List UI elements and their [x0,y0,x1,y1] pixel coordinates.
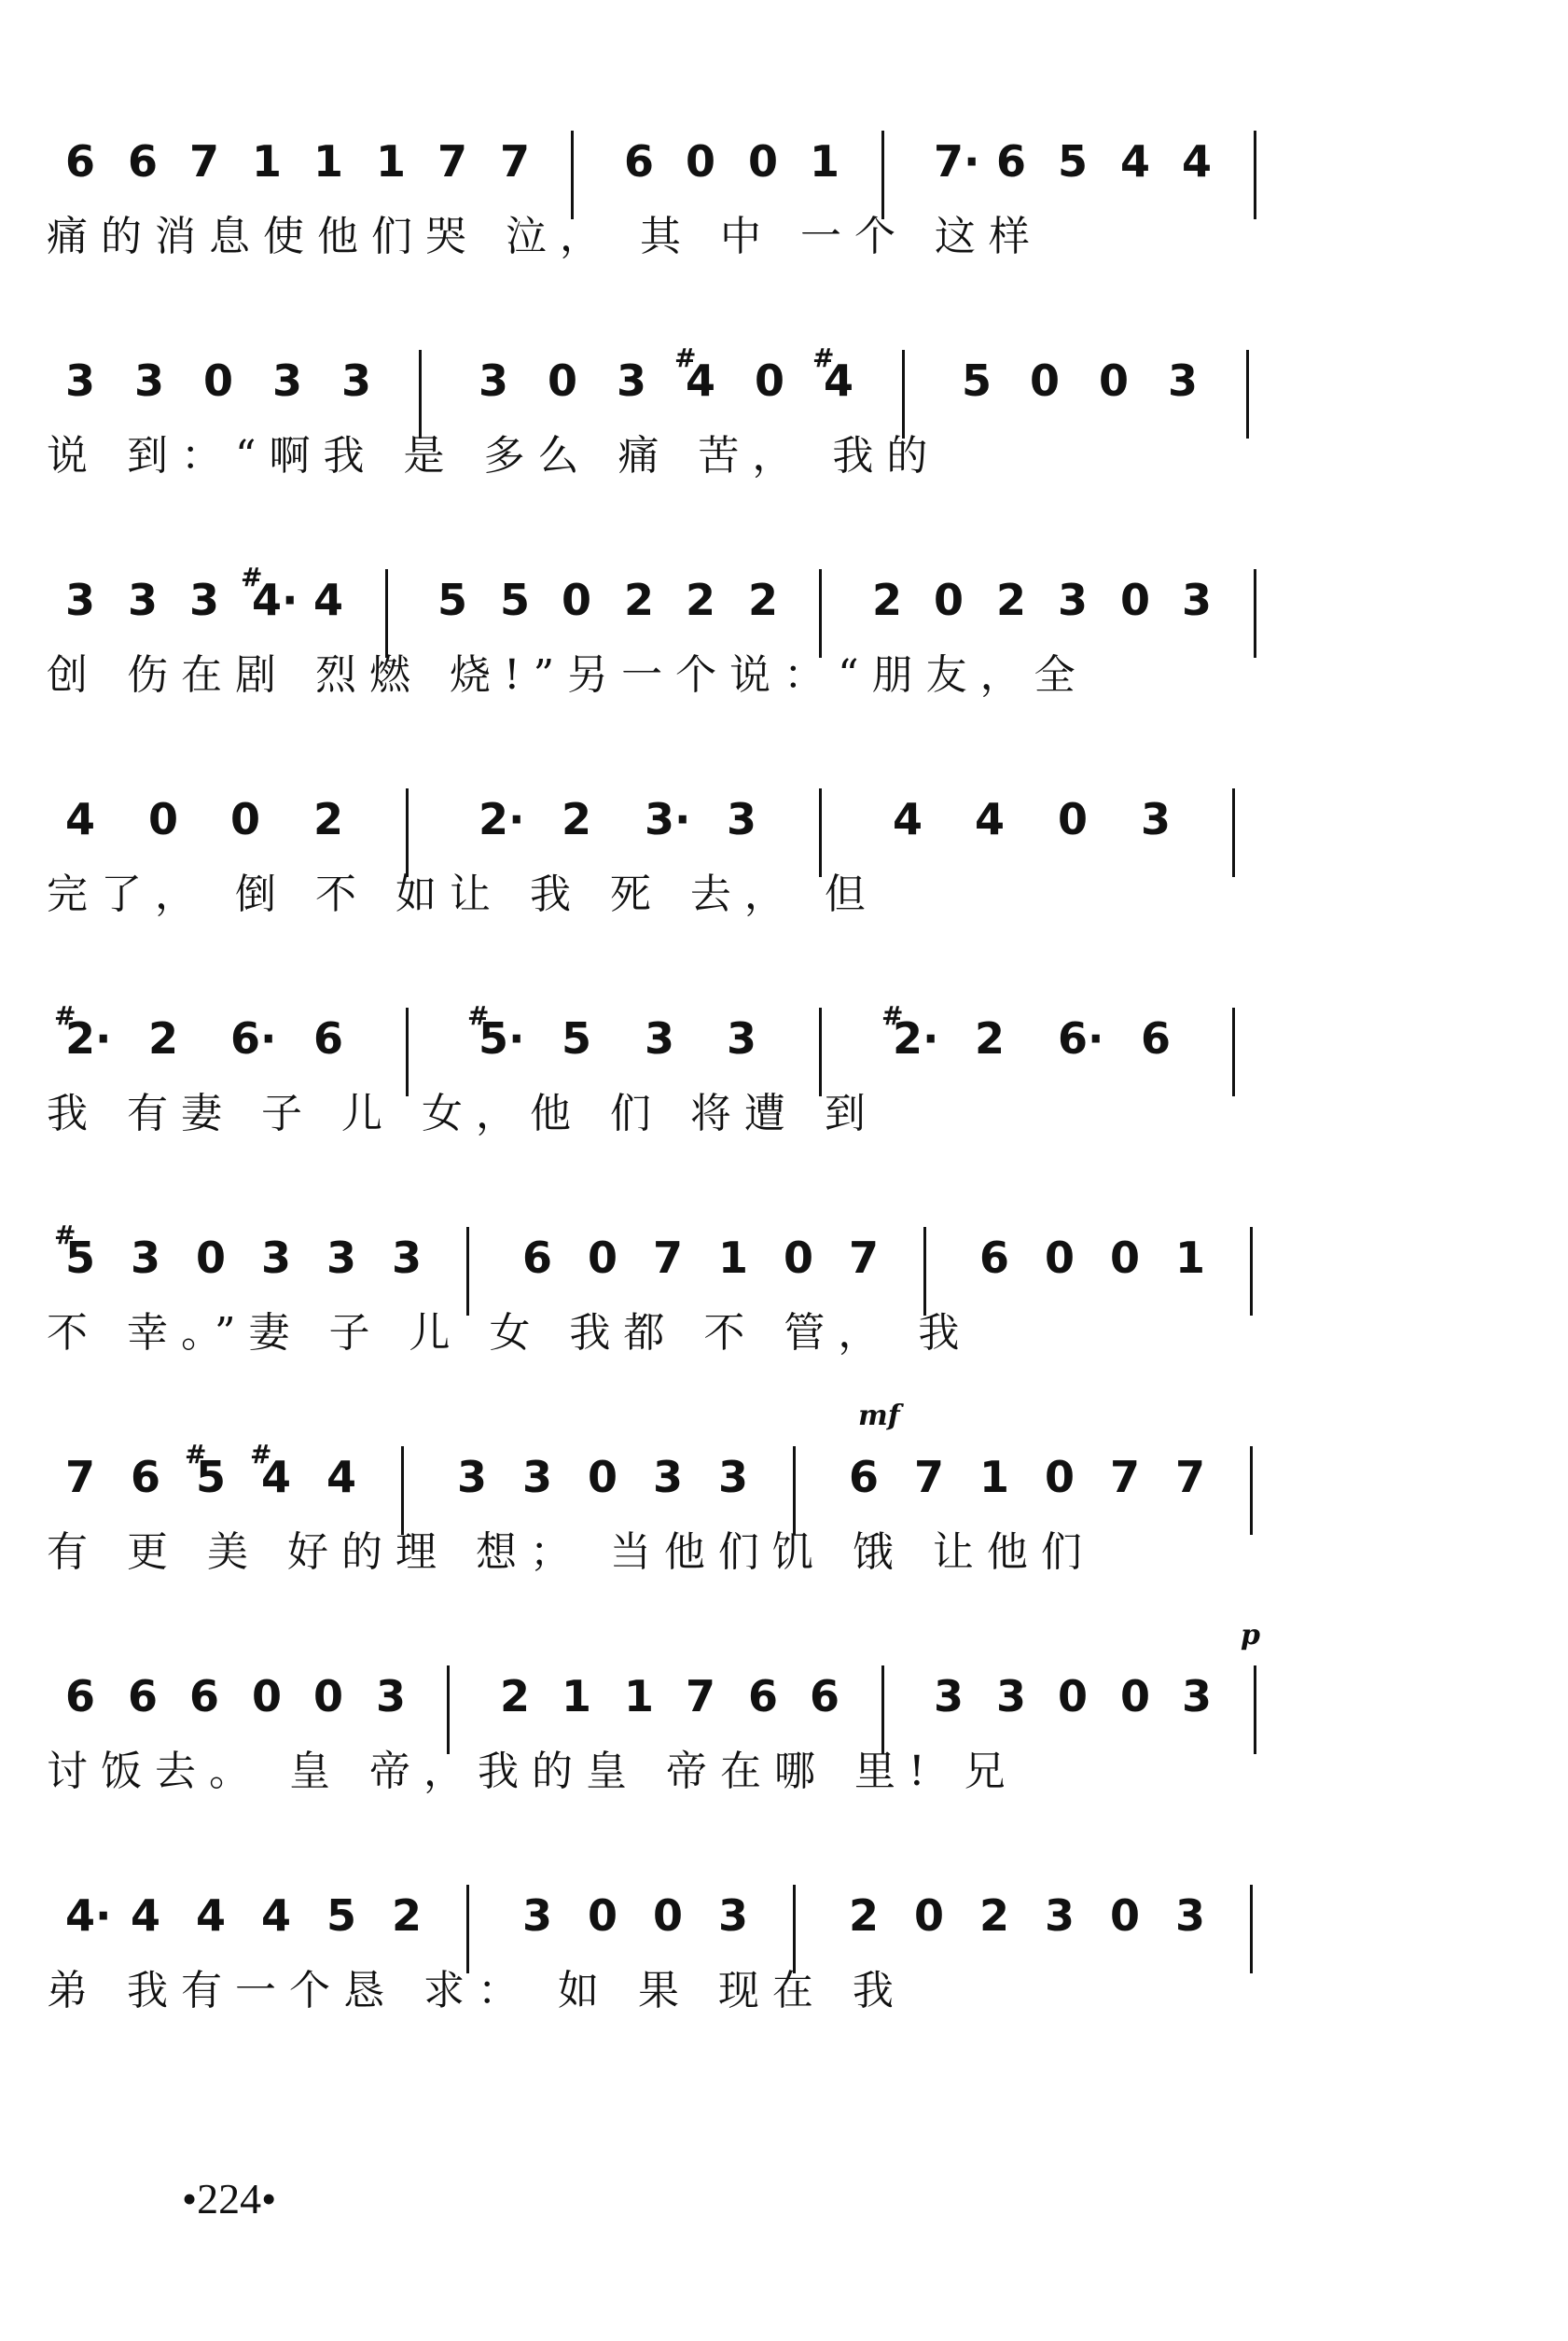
note: 0 [548,355,578,406]
note: 3 [134,355,165,406]
note: 6 [65,1671,96,1721]
note: 2 [872,575,903,625]
music-system [47,103,1362,299]
note: 0 [755,355,785,406]
barline [1232,788,1235,877]
note: 5 [962,355,992,406]
note: 0 [252,1671,283,1721]
note: 7 [653,1233,684,1283]
note: 2 [313,794,344,844]
note: 1 [979,1452,1010,1502]
barline [923,1227,926,1316]
note: 1 [562,1671,592,1721]
note: 6 [979,1233,1010,1283]
lyrics-line: 讨饭去。 皇 帝，我的皇 帝在哪 里! 兄 [47,1748,1019,1795]
note: 3 [617,355,647,406]
barline [1232,1008,1235,1096]
note: 3 [65,575,96,625]
note: 6 [313,1013,344,1064]
note: 4 [196,1890,227,1941]
note: 5 [65,1233,96,1283]
note: 3 [522,1890,553,1941]
note: 0 [562,575,592,625]
note: 3 [1182,1671,1213,1721]
barline [466,1227,469,1316]
sharp-sign: # [241,562,263,592]
note: 3 [1182,575,1213,625]
note: 6 [128,1671,159,1721]
note: 2 [686,575,716,625]
music-system [47,1400,1362,1614]
note: 3 [131,1233,161,1283]
sharp-sign: # [54,1219,76,1250]
note: 3 [479,355,509,406]
barline [902,350,905,439]
note: 2 [624,575,655,625]
note: 0 [686,136,716,187]
note: 3 [1058,575,1089,625]
note: 6 [128,136,159,187]
note: 6· [1058,1013,1104,1064]
music-system [47,541,1362,737]
barline [819,788,822,877]
sharp-sign: # [250,1439,272,1470]
note: 7 [189,136,220,187]
lyrics-line: 不 幸。”妻 子 儿 女 我都 不 管， 我 [47,1309,973,1357]
note: 7 [1175,1452,1206,1502]
note: 4 [893,794,923,844]
note: 7· [934,136,980,187]
note: 0 [148,794,179,844]
note: 3 [727,794,757,844]
note: 2 [500,1671,531,1721]
note: 3 [65,355,96,406]
barline [406,788,409,877]
note: 2 [392,1890,423,1941]
note: 6 [189,1671,220,1721]
note: 2 [979,1890,1010,1941]
barline [1250,1885,1253,1973]
note: 0 [934,575,964,625]
music-system [47,1199,1362,1395]
note: 3 [653,1452,684,1502]
note: 0 [1045,1452,1075,1502]
note: 0 [588,1452,618,1502]
note: 1 [313,136,344,187]
note: 0 [203,355,234,406]
note: 3 [1175,1890,1206,1941]
lyrics-line: 弟 我有一个恳 求： 如 果 现在 我 [47,1967,907,2014]
note: 1 [810,136,840,187]
note: 5 [562,1013,592,1064]
note: 0 [748,136,779,187]
lyrics-line: 完了， 倒 不 如让 我 死 去， 但 [47,871,879,918]
note: 6 [996,136,1027,187]
note: 3· [645,794,691,844]
note: 3 [1141,794,1172,844]
note: 0 [1110,1233,1141,1283]
barline [401,1446,404,1535]
barline [466,1885,469,1973]
note: 3 [1045,1890,1075,1941]
barline [1246,350,1249,439]
note: 0 [588,1233,618,1283]
note: 5 [1058,136,1089,187]
note: 3 [189,575,220,625]
note: 1 [252,136,283,187]
note: 7 [849,1233,880,1283]
note: 3 [272,355,303,406]
page-number: •224• [182,2175,277,2223]
note: 7 [437,136,468,187]
note: 6 [1141,1013,1172,1064]
note: 4 [975,794,1006,844]
note: 7 [65,1452,96,1502]
sharp-sign: # [54,1000,76,1031]
note: 5 [437,575,468,625]
note: 3 [128,575,159,625]
sharp-sign: # [881,1000,904,1031]
lyrics-line: 我 有妻 子 儿 女，他 们 将遭 到 [47,1090,879,1137]
note: 3 [996,1671,1027,1721]
note: 3 [341,355,372,406]
note: 0 [1120,1671,1151,1721]
barline [793,1446,796,1535]
note: 6 [522,1233,553,1283]
note: 0 [653,1890,684,1941]
barline [447,1665,450,1754]
note: 4 [1182,136,1213,187]
note: 3 [645,1013,675,1064]
note: 0 [1099,355,1130,406]
note: 3 [392,1233,423,1283]
note: 3 [376,1671,407,1721]
note: 4 [686,355,716,406]
note: 6 [624,136,655,187]
note: 4 [131,1890,161,1941]
music-system [47,322,1362,518]
note: 0 [230,794,261,844]
note: 3 [1168,355,1199,406]
note: 3 [261,1233,292,1283]
note: 0 [914,1890,945,1941]
note: 4 [261,1890,292,1941]
note: 4 [1120,136,1151,187]
note: 6 [849,1452,880,1502]
note: 7 [1110,1452,1141,1502]
barline [419,350,422,439]
barline [571,131,574,219]
note: 2 [975,1013,1006,1064]
barline [819,569,822,658]
barline [793,1885,796,1973]
note: 0 [1120,575,1151,625]
note: 2· [893,1013,939,1064]
note: 1 [624,1671,655,1721]
note: 3 [522,1452,553,1502]
barline [819,1008,822,1096]
note: 2 [148,1013,179,1064]
dynamic-marking: p [1241,1619,1260,1651]
barline [881,1665,884,1754]
lyrics-line: 创 伤在剧 烈燃 烧!”另一个说：“朋友，全 [47,651,1089,699]
barline [881,131,884,219]
lyrics-line: 有 更 美 好的理 想； 当他们饥 饿 让他们 [47,1528,1095,1576]
sharp-sign: # [467,1000,490,1031]
music-system [47,1619,1362,1833]
sharp-sign: # [185,1439,207,1470]
barline [1254,131,1256,219]
note: 6 [810,1671,840,1721]
note: 3 [727,1013,757,1064]
lyrics-line: 痛的消息使他们哭 泣， 其 中 一个 这样 [47,213,1043,260]
note: 0 [784,1233,814,1283]
note: 3 [457,1452,488,1502]
music-system [47,760,1362,956]
note: 5· [479,1013,525,1064]
lyrics-line: 说 到：“啊我 是 多么 痛 苦， 我的 [47,432,941,480]
note: 5 [196,1452,227,1502]
music-system [47,980,1362,1176]
note: 4 [65,794,96,844]
note: 0 [1110,1890,1141,1941]
note: 6 [131,1452,161,1502]
note: 1 [718,1233,749,1283]
note: 4 [313,575,344,625]
note: 0 [1058,794,1089,844]
barline [385,569,388,658]
note: 7 [686,1671,716,1721]
dynamic-marking: mf [858,1400,900,1432]
barline [1250,1227,1253,1316]
note: 0 [313,1671,344,1721]
barline [1254,569,1256,658]
note: 4 [824,355,854,406]
note: 3 [326,1233,357,1283]
note: 4· [252,575,298,625]
note: 2· [65,1013,112,1064]
note: 2 [996,575,1027,625]
note: 0 [588,1890,618,1941]
note: 7 [500,136,531,187]
note: 3 [718,1452,749,1502]
note: 1 [1175,1233,1206,1283]
note: 2 [748,575,779,625]
note: 2 [562,794,592,844]
note: 3 [718,1890,749,1941]
note: 2· [479,794,525,844]
note: 0 [1030,355,1061,406]
barline [406,1008,409,1096]
note: 6· [230,1013,277,1064]
note: 7 [914,1452,945,1502]
music-system [47,1857,1362,2053]
note: 5 [500,575,531,625]
note: 4 [261,1452,292,1502]
note: 5 [326,1890,357,1941]
barline [1250,1446,1253,1535]
barline [1254,1665,1256,1754]
note: 6 [748,1671,779,1721]
sharp-sign: # [674,342,697,373]
note: 0 [1058,1671,1089,1721]
note: 1 [376,136,407,187]
note: 0 [1045,1233,1075,1283]
note: 4 [326,1452,357,1502]
note: 4· [65,1890,112,1941]
note: 3 [934,1671,964,1721]
note: 2 [849,1890,880,1941]
note: 0 [196,1233,227,1283]
note: 6 [65,136,96,187]
sharp-sign: # [812,342,835,373]
